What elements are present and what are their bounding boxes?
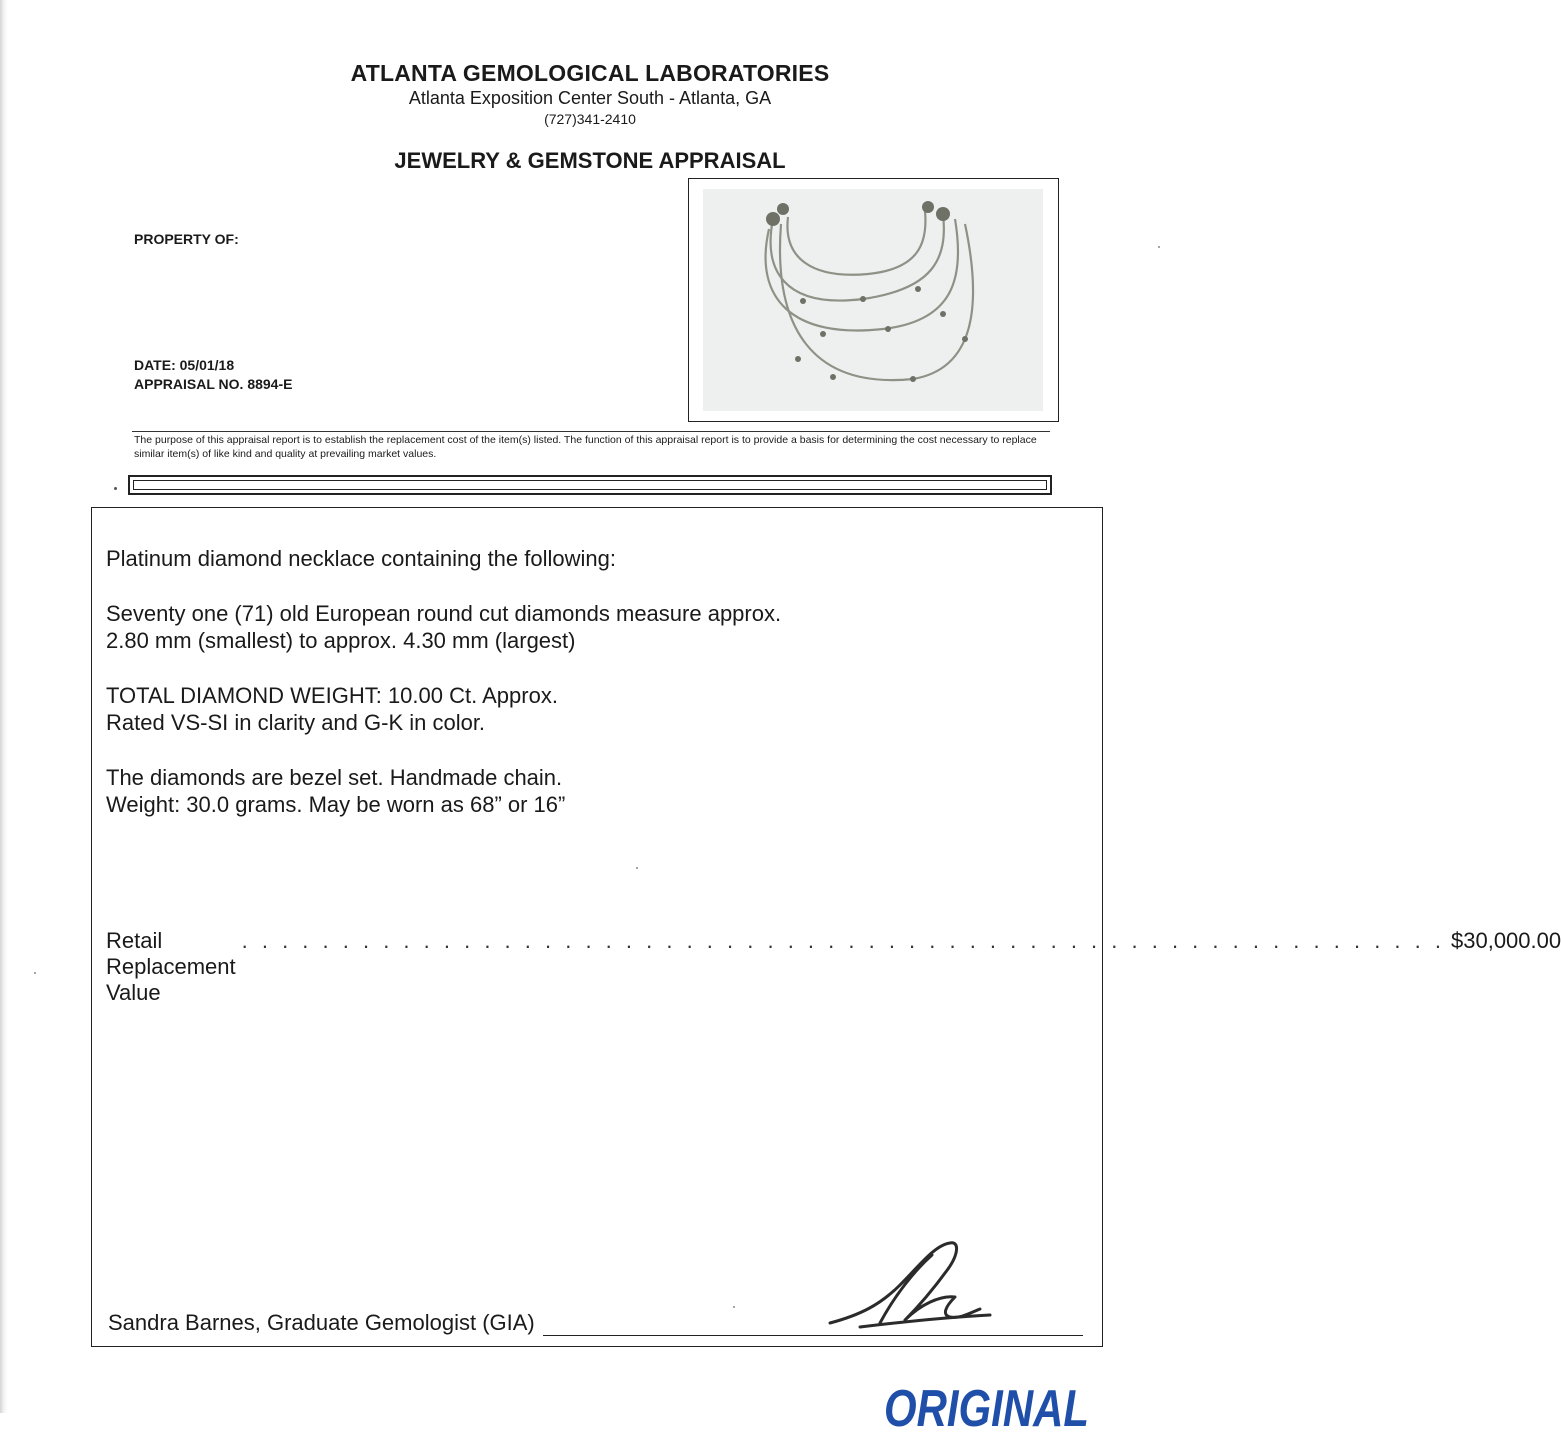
original-stamp — [880, 1372, 1100, 1437]
necklace-photo — [703, 189, 1043, 411]
desc-line: 2.80 mm (smallest) to approx. 4.30 mm (largest) — [106, 628, 576, 653]
item-description-intro — [106, 545, 616, 572]
scan-speck — [34, 972, 36, 974]
scan-edge-shadow — [0, 0, 8, 1413]
diamond-count-description — [106, 600, 781, 654]
property-of-label: PROPERTY OF: — [134, 231, 239, 247]
lab-phone: (727)341-2410 — [544, 111, 636, 127]
desc-line: Rated VS-SI in clarity and G-K in color. — [106, 710, 486, 735]
desc-line: TOTAL DIAMOND WEIGHT: 10.00 Ct. Approx. — [106, 683, 558, 708]
purpose-divider — [132, 431, 1050, 432]
decorative-double-bar — [128, 475, 1052, 495]
handwritten-signature — [820, 1235, 1000, 1335]
purpose-statement: The purpose of this appraisal report is to establish the replacement cost of the item(s) listed. The function of this appraisal report is to provide a basis for determining the cost necessary to replace similar item(s) of like kind and quality at prevailing market values. — [134, 434, 1037, 460]
valuation-label: Retail Replacement Value — [106, 928, 236, 1005]
diamond-weight-description — [106, 682, 558, 736]
desc-line: Platinum diamond necklace containing the following: — [106, 546, 616, 571]
scan-speck — [114, 487, 117, 490]
original-stamp-graphic — [880, 1372, 1100, 1437]
appraisal-date: DATE: 05/01/18 — [134, 357, 235, 373]
scan-speck — [1158, 246, 1160, 248]
desc-line: Weight: 30.0 grams. May be worn as 68” or 16” — [106, 792, 566, 817]
valuation-row — [106, 928, 1561, 1006]
lab-name: ATLANTA GEMOLOGICAL LABORATORIES — [350, 60, 830, 86]
setting-description — [106, 764, 565, 818]
stamp-text: ORIGINAL — [884, 1380, 1089, 1437]
item-photo-frame — [688, 178, 1059, 422]
appraiser-name: Sandra Barnes, Graduate Gemologist (GIA) — [108, 1310, 535, 1335]
valuation-amount: $30,000.00 — [1451, 928, 1561, 953]
scan-speck — [733, 1306, 735, 1308]
scan-speck — [636, 867, 638, 869]
signature-line — [543, 1313, 1083, 1336]
desc-line: The diamonds are bezel set. Handmade chain. — [106, 765, 563, 790]
lab-address: Atlanta Exposition Center South - Atlanta, GA — [408, 88, 772, 108]
dot-leader: . . . . . . . . . . . . . . . . . . . . . . . . . . . . . . . . . . . . . . . . . . . . . . . . . . . . . . . . . . . . — [241, 928, 1445, 953]
desc-line: Seventy one (71) old European round cut diamonds measure approx. — [106, 601, 782, 626]
document-title: JEWELRY & GEMSTONE APPRAISAL — [394, 148, 786, 173]
appraisal-number: APPRAISAL NO. 8894-E — [134, 376, 293, 392]
